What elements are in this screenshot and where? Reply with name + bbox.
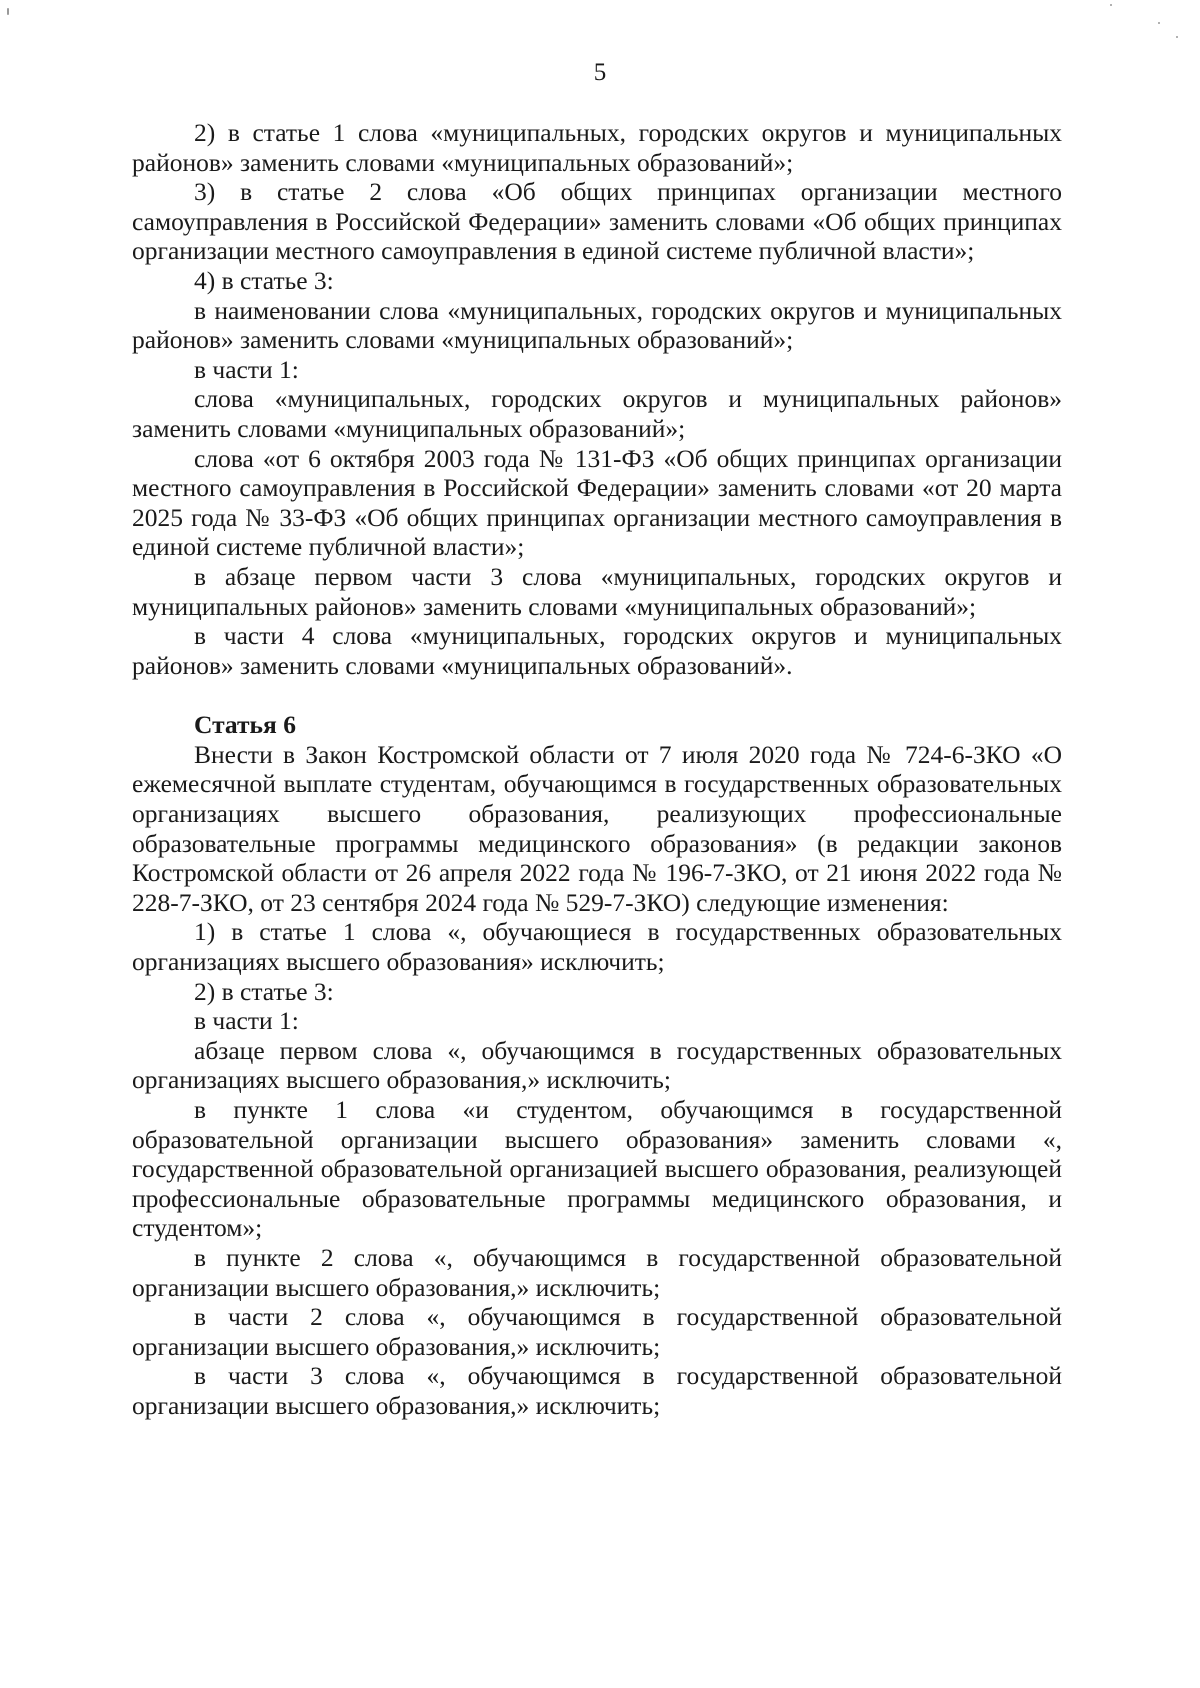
- paragraph: 4) в статье 3:: [194, 265, 334, 295]
- paragraph: 3) в статье 2 слова «Об общих принципах организации местного самоуправления в Российской Федерации» заменить словами «Об общих принципах организации местного самоуправления в единой системе публичной власти»;: [132, 177, 1062, 266]
- page-number: 5: [593, 59, 607, 86]
- paragraph: в наименовании слова «муниципальных, городских округов и муниципальных районов» заменить словами «муниципальных образований»;: [132, 295, 1062, 355]
- paragraph: в части 1:: [194, 354, 299, 384]
- paragraph: слова «муниципальных, городских округов и муниципальных районов» заменить словами «муниципальных образований»;: [132, 384, 1062, 443]
- article-paragraph: в пункте 1 слова «и студентом, обучающимся в государственной образовательной организации высшего образования» заменить словами «, государственной образовательной организацией высшего образования, реализующей профессиональные образовательные программы медицинского образования, и студентом»;: [132, 1095, 1062, 1243]
- article-paragraph: Внести в Закон Костромской области от 7 июля 2020 года № 724-6-ЗКО «О ежемесячной выплате студентам, обучающимся в государственных образовательных организациях высшего образования, реализующих профессиональные образовательные программы медицинского образования» (в редакции законов Костромской области от 26 апреля 2022 года № 196-7-ЗКО, от 21 июня 2022 года № 228-7-ЗКО, от 23 сентября 2024 года № 529-7-ЗКО) следующие изменения:: [132, 739, 1062, 917]
- article-heading: Статья 6: [194, 710, 296, 740]
- scan-speck: [1158, 22, 1160, 24]
- article-paragraph: в части 2 слова «, обучающимся в государственной образовательной организации высшего образования,» исключить;: [132, 1302, 1062, 1361]
- paragraph: 2) в статье 1 слова «муниципальных, городских округов и муниципальных районов» заменить словами «муниципальных образований»;: [132, 118, 1062, 177]
- article-paragraph: 1) в статье 1 слова «, обучающиеся в государственных образовательных организациях высшего образования» исключить;: [132, 917, 1062, 977]
- article-paragraph: абзаце первом слова «, обучающимся в государственных образовательных организациях высшего образования,» исключить;: [132, 1035, 1062, 1095]
- article-paragraph: в пункте 2 слова «, обучающимся в государственной образовательной организации высшего образования,» исключить;: [132, 1242, 1062, 1302]
- paragraph: в части 4 слова «муниципальных, городских округов и муниципальных районов» заменить словами «муниципальных образований».: [132, 621, 1062, 680]
- scan-speck: [7, 8, 9, 15]
- article-paragraph: 2) в статье 3:: [194, 976, 334, 1006]
- scan-speck: [1176, 36, 1178, 38]
- article-paragraph: в части 1:: [194, 1006, 299, 1036]
- paragraph: в абзаце первом части 3 слова «муниципальных, городских округов и муниципальных районов» заменить словами «муниципальных образований»;: [132, 561, 1062, 621]
- paragraph: слова «от 6 октября 2003 года № 131-ФЗ «Об общих принципах организации местного самоуправления в Российской Федерации» заменить словами «от 20 марта 2025 года № 33-ФЗ «Об общих принципах организации местного самоуправления в единой системе публичной власти»;: [132, 443, 1062, 562]
- document-body: [132, 118, 1062, 1421]
- article-paragraph: в части 3 слова «, обучающимся в государственной образовательной организации высшего образования,» исключить;: [132, 1361, 1062, 1420]
- scan-speck: [1110, 4, 1112, 6]
